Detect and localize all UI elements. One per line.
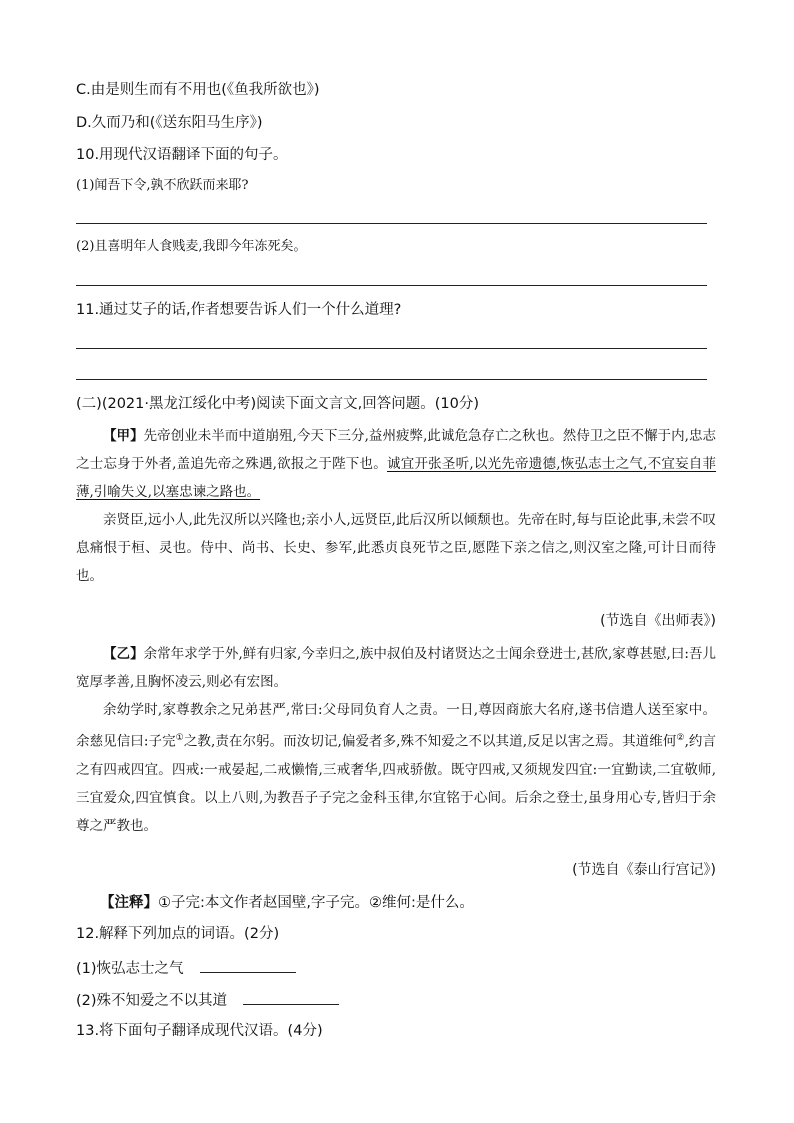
option-d: D.久而乃和(《送东阳马生序》) <box>76 115 263 131</box>
passage-yi <box>76 640 716 840</box>
question-10-sentence-2: (2)且喜明年人食贱麦,我即今年冻死矣。 <box>76 239 307 254</box>
passage-jia-underlined-sentence: 诚宜开张圣听,以光先帝遗德,恢弘志士之气,不宜妄自菲薄,引喻失义,以塞忠谏之路也。 <box>76 456 717 500</box>
passage-jia-tag: 【甲】 <box>103 428 144 444</box>
passage-jia-text-1: 先帝创业未半而中道崩殂,今天下三分,益州疲弊,此诚危急存亡之秋也。然侍卫之臣不懈于内,忠志之士忘身于外者,盖追先帝之殊遇,欲报之于陛下也。 <box>76 428 717 472</box>
question-10-stem: 10.用现代汉语翻译下面的句子。 <box>76 147 288 163</box>
answer-line-11-1[interactable] <box>76 348 707 349</box>
passage-yi-source: (节选自《泰山行宫记》) <box>572 862 716 878</box>
passage-yi-paragraph-1 <box>76 640 716 696</box>
passage-jia-paragraph-1 <box>76 422 716 506</box>
answer-blank-12-1[interactable] <box>200 957 296 973</box>
annotation <box>100 893 474 913</box>
question-12-item-1 <box>76 957 296 979</box>
passage-yi-text-2a: 余幼学时,家尊教余之兄弟甚严,常曰:父母同负育人之责。一日,尊因商旅大名府,遂书信遣人送至家中。余慈见信曰:子完 <box>76 702 716 750</box>
question-10-sentence-1: (1)闻吾下令,孰不欣跃而来耶? <box>76 178 249 193</box>
annotation-text: ①子完:本文作者赵国壁,字子完。②维何:是什么。 <box>158 895 474 911</box>
question-13-stem: 13.将下面句子翻译成现代汉语。(4分) <box>76 1023 323 1039</box>
footnote-mark-2: ② <box>676 733 685 743</box>
question-12-item-2 <box>76 989 339 1011</box>
option-c: C.由是则生而有不用也(《鱼我所欲也》) <box>76 82 320 98</box>
passage-jia-source: (节选自《出师表》) <box>600 613 716 629</box>
passage-yi-text-1: 余常年求学于外,鲜有归家,今幸归之,族中叔伯及村诸贤达之士闻余登进士,甚欣,家尊甚慰,曰:吾儿宽厚孝善,且胸怀凌云,则必有宏图。 <box>76 646 717 690</box>
answer-line-10-1[interactable] <box>76 223 707 224</box>
answer-line-11-2[interactable] <box>76 379 707 380</box>
question-11-stem: 11.通过艾子的话,作者想要告诉人们一个什么道理? <box>76 302 402 318</box>
passage-yi-text-2c: ,约言之有四戒四宜。四戒:一戒晏起,二戒懒惰,三戒奢华,四戒骄傲。既守四戒,又须规发四宜:一宜勤读,二宜敬师,三宜爱众,四宜慎食。以上八则,为教吾子子完之金科玉律,尔宜铭于心间。后余之登士,虽身用心专,皆归于余尊之严教也。 <box>76 733 717 834</box>
passage-jia-paragraph-2: 亲贤臣,远小人,此先汉所以兴隆也;亲小人,远贤臣,此后汉所以倾颓也。先帝在时,每与臣论此事,未尝不叹息痛恨于桓、灵也。侍中、尚书、长史、参军,此悉贞良死节之臣,愿陛下亲之信之,则汉室之隆,可计日而待也。 <box>76 512 716 584</box>
answer-line-10-2[interactable] <box>76 285 707 286</box>
question-12-item-2-text: (2)殊不知爱之不以其道 <box>76 993 228 1009</box>
passage-yi-text-2b: 之教,责在尔躬。而汝切记,偏爱者多,殊不知爱之不以其道,反足以害之焉。其道维何 <box>183 733 677 750</box>
passage-jia <box>76 422 716 590</box>
question-12-item-1-text: (1)恢弘志士之气 <box>76 961 184 977</box>
annotation-label: 【注释】 <box>100 895 158 911</box>
section-2-heading: (二)(2021·黑龙江绥化中考)阅读下面文言文,回答问题。(10分) <box>76 396 480 412</box>
question-12-stem: 12.解释下列加点的词语。(2分) <box>76 926 280 942</box>
passage-yi-paragraph-2 <box>76 696 716 840</box>
passage-yi-tag: 【乙】 <box>103 646 144 662</box>
footnote-mark-1: ① <box>175 733 184 743</box>
answer-blank-12-2[interactable] <box>243 989 339 1005</box>
